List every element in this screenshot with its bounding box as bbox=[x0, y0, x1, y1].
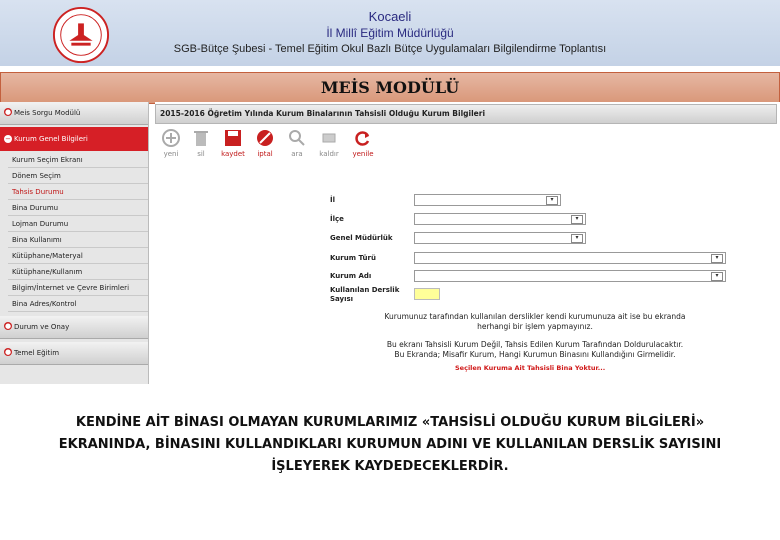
sidebar-item-sorgu[interactable] bbox=[0, 102, 148, 125]
module-title: MEİS MODÜLÜ bbox=[320, 78, 460, 97]
info-note-1b: herhangi bir işlem yapmayınız. bbox=[477, 322, 593, 331]
label-genel-mudurluk: Genel Müdürlük bbox=[330, 234, 393, 242]
module-title-bar bbox=[0, 72, 780, 104]
collapse-icon: − bbox=[5, 135, 11, 143]
refresh-button[interactable]: yenile bbox=[349, 128, 377, 158]
genel-mudurluk-select[interactable] bbox=[414, 232, 586, 244]
no-building-message: Seçilen Kuruma Ait Tahsisli Bina Yoktur... bbox=[455, 364, 606, 372]
eraser-icon bbox=[319, 128, 339, 148]
save-button[interactable]: kaydet bbox=[219, 128, 247, 158]
header-subtitle: SGB-Bütçe Şubesi - Temel Eğitim Okul Bazlı Bütçe Uygulamaları Bilgilendirme Toplantısı bbox=[173, 43, 607, 55]
chevron-down-icon: ▾ bbox=[711, 272, 723, 281]
sidebar-group-kurum-genel[interactable] bbox=[0, 127, 148, 151]
kurum-adi-select[interactable] bbox=[414, 270, 726, 282]
sidebar bbox=[0, 102, 149, 384]
sidebar-item-label: Meis Sorgu Modülü bbox=[14, 109, 81, 117]
info-note-2a: Bu ekranı Tahsisli Kurum Değil, Tahsis Edilen Kurum Tarafından Doldurulacaktır. bbox=[386, 340, 684, 349]
label-ilce: İlçe bbox=[330, 215, 344, 223]
il-select[interactable] bbox=[414, 194, 561, 206]
header-city: Kocaeli bbox=[368, 9, 412, 24]
sidebar-item-kutuphane-materyal[interactable]: Kütüphane/Materyal bbox=[8, 249, 148, 264]
sidebar-item-label: Temel Eğitim bbox=[14, 349, 60, 357]
info-note-2b: Bu Ekranda; Misafir Kurum, Hangi Kurumun Binasını Kullandığını Girmelidir. bbox=[394, 350, 676, 359]
cancel-icon bbox=[255, 128, 275, 148]
slide-header bbox=[0, 0, 780, 66]
panel-heading bbox=[155, 104, 777, 124]
app-screenshot bbox=[0, 102, 780, 384]
caption-line-3: İŞLEYEREK KAYDEDECEKLERDİR. bbox=[271, 459, 509, 474]
bullet-icon: ● bbox=[4, 108, 12, 116]
sidebar-item-kurum-secim[interactable]: Kurum Seçim Ekranı bbox=[8, 153, 148, 168]
sidebar-item-bina-kullanimi[interactable]: Bina Kullanımı bbox=[8, 233, 148, 248]
kurum-turu-select[interactable] bbox=[414, 252, 726, 264]
plus-icon bbox=[161, 128, 181, 148]
chevron-down-icon: ▾ bbox=[571, 234, 583, 243]
search-icon bbox=[287, 128, 307, 148]
sidebar-item-bina-adres[interactable]: Bina Adres/Kontrol bbox=[8, 297, 148, 312]
label-il: İl bbox=[330, 196, 336, 204]
chevron-down-icon: ▾ bbox=[711, 254, 723, 263]
slide-caption bbox=[20, 412, 760, 478]
label-derslik-sayisi: Kullanılan Derslik Sayısı bbox=[330, 286, 400, 303]
delete-button[interactable]: sil bbox=[187, 128, 215, 158]
sidebar-item-lojman[interactable]: Lojman Durumu bbox=[8, 217, 148, 232]
label-kurum-turu: Kurum Türü bbox=[330, 254, 376, 262]
label-kurum-adi: Kurum Adı bbox=[330, 272, 372, 280]
sidebar-item-kutuphane-kullanim[interactable]: Kütüphane/Kullanım bbox=[8, 265, 148, 280]
chevron-down-icon: ▾ bbox=[546, 196, 558, 205]
info-note-1a: Kurumunuz tarafından kullanılan derslikler kendi kurumunuza ait ise bu ekranda bbox=[384, 312, 686, 321]
new-button[interactable]: yeni bbox=[157, 128, 185, 158]
derslik-sayisi-input[interactable] bbox=[414, 288, 440, 300]
sidebar-item-tahsis-durumu[interactable]: Tahsis Durumu bbox=[8, 185, 148, 200]
main-panel bbox=[155, 102, 780, 384]
ilce-select[interactable] bbox=[414, 213, 586, 225]
search-button[interactable]: ara bbox=[283, 128, 311, 158]
sidebar-item-donem-secim[interactable]: Dönem Seçim bbox=[8, 169, 148, 184]
sidebar-item-temel-egitim[interactable] bbox=[0, 342, 148, 365]
chevron-down-icon: ▾ bbox=[571, 215, 583, 224]
refresh-icon bbox=[353, 128, 373, 148]
bullet-icon: ● bbox=[4, 348, 12, 356]
bullet-icon: ● bbox=[4, 322, 12, 330]
caption-line-2: EKRANINDA, BİNASINI KULLANDIKLARI KURUMUN ADINI VE KULLANILAN DERSLİK SAYISINI bbox=[58, 437, 722, 452]
floppy-icon bbox=[223, 128, 243, 148]
sidebar-item-label: Kurum Genel Bilgileri bbox=[14, 135, 88, 143]
sidebar-item-label: Durum ve Onay bbox=[14, 323, 70, 331]
sidebar-item-bina-durumu[interactable]: Bina Durumu bbox=[8, 201, 148, 216]
trash-icon bbox=[191, 128, 211, 148]
sidebar-item-bilgim[interactable]: Bilgim/İnternet ve Çevre Birimleri bbox=[8, 281, 148, 296]
remove-button[interactable]: kaldır bbox=[315, 128, 343, 158]
cancel-button[interactable]: iptal bbox=[251, 128, 279, 158]
panel-title: 2015-2016 Öğretim Yılında Kurum Binalarının Tahsisli Olduğu Kurum Bilgileri bbox=[160, 109, 486, 118]
sidebar-item-durum-onay[interactable] bbox=[0, 316, 148, 339]
header-directorate: İl Millî Eğitim Müdürlüğü bbox=[326, 26, 454, 40]
caption-line-1: KENDİNE AİT BİNASI OLMAYAN KURUMLARIMIZ «TAHSİSLİ OLDUĞU KURUM BİLGİLERİ» bbox=[75, 415, 705, 430]
